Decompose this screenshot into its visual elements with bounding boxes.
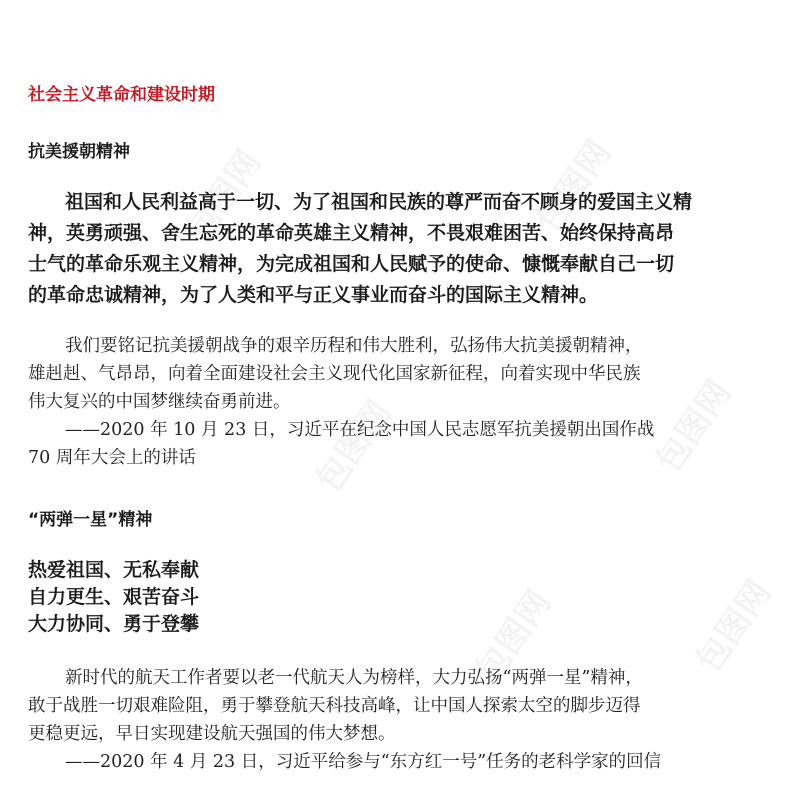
quote-paragraph bbox=[28, 332, 773, 472]
watermark: 包图网 bbox=[648, 373, 740, 480]
watermark: 包图网 bbox=[468, 583, 560, 690]
spirit-summary bbox=[28, 187, 773, 311]
quote-line: 雄赳赳、气昂昂，向着全面建设社会主义现代化国家新征程，向着实现中华民族 bbox=[28, 364, 641, 384]
spirit-items bbox=[28, 557, 199, 638]
spirit-heading: 抗美援朝精神 bbox=[28, 142, 130, 162]
source-line: 70 周年大会上的讲话 bbox=[28, 448, 196, 468]
summary-line: 的革命忠诚精神，为了人类和平与正义事业而奋斗的国际主义精神。 bbox=[28, 284, 599, 306]
spirit-item: 大力协同、勇于登攀 bbox=[28, 613, 200, 635]
spirit-heading: “两弹一星”精神 bbox=[28, 510, 153, 530]
spirit-item: 自力更生、艰苦奋斗 bbox=[28, 586, 200, 608]
quote-line: 敢于战胜一切艰难险阻，勇于攀登航天科技高峰，让中国人探索太空的脚步迈得 bbox=[28, 696, 641, 716]
quote-line: 伟大复兴的中国梦继续奋勇前进。 bbox=[28, 392, 291, 412]
quote-line: 新时代的航天工作者要以老一代航天人为榜样，大力弘扬“两弹一星”精神， bbox=[65, 668, 643, 688]
summary-line: 士气的革命乐观主义精神，为完成祖国和人民赋予的使命、慷慨奉献自己一切 bbox=[28, 253, 675, 275]
section-title: 社会主义革命和建设时期 bbox=[28, 85, 215, 105]
watermark: 包图网 bbox=[178, 143, 270, 250]
quote-line: 我们要铭记抗美援朝战争的艰辛历程和伟大胜利，弘扬伟大抗美援朝精神， bbox=[65, 336, 643, 356]
summary-line: 祖国和人民利益高于一切、为了祖国和民族的尊严而奋不顾身的爱国主义精 bbox=[65, 191, 693, 213]
spirit-item: 热爱祖国、无私奉献 bbox=[28, 559, 200, 581]
watermark: 包图网 bbox=[528, 133, 620, 240]
source-line: ——2020 年 4 月 23 日，习近平给参与“东方红一号”任务的老科学家的回信 bbox=[65, 752, 662, 772]
watermark: 包图网 bbox=[688, 573, 780, 680]
watermark: 包图网 bbox=[308, 393, 400, 500]
quote-paragraph bbox=[28, 664, 773, 776]
summary-line: 神，英勇顽强、舍生忘死的革命英雄主义精神，不畏艰难困苦、始终保持高昂 bbox=[28, 222, 675, 244]
source-line: ——2020 年 10 月 23 日，习近平在纪念中国人民志愿军抗美援朝出国作战 bbox=[65, 420, 655, 440]
quote-line: 更稳更远，早日实现建设航天强国的伟大梦想。 bbox=[28, 724, 396, 744]
